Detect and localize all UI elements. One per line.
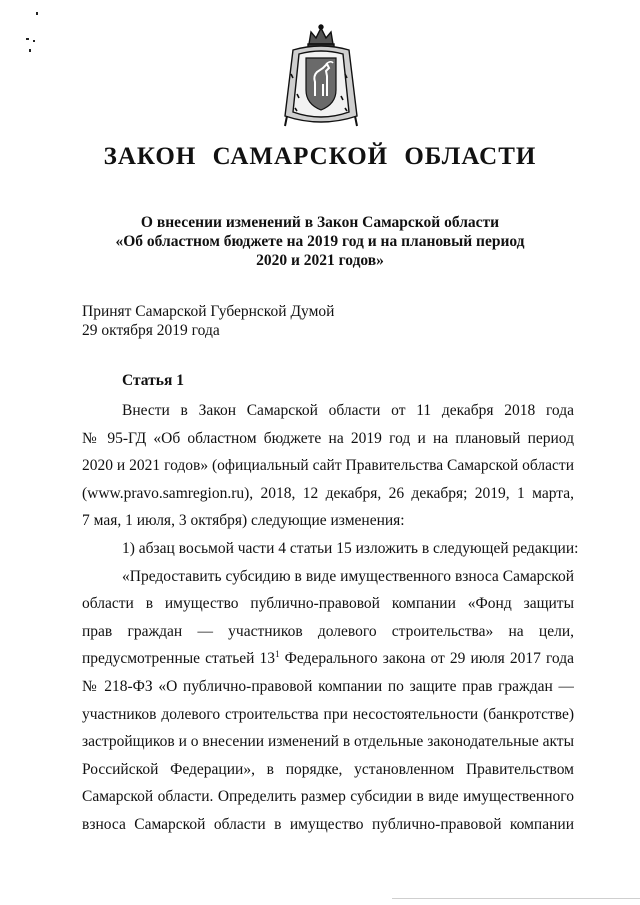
body-line: 7 мая, 1 июля, 3 октября) следующие изменения: xyxy=(82,512,405,530)
body-line: Внести в Закон Самарской области от 11 декабря 2018 года xyxy=(122,402,574,419)
body-line: «Предоставить субсидию в виде имущественного взноса Самарской xyxy=(122,567,574,585)
subtitle-line: «Об областном бюджете на 2019 год и на плановый период xyxy=(115,233,525,250)
body-line: (www.pravo.samregion.ru), 2018, 12 декабря, 26 декабря; 2019, 1 марта, xyxy=(82,484,574,502)
subtitle-line: 2020 и 2021 годов» xyxy=(256,252,384,269)
body-line: № 95-ГД «Об областном бюджете на 2019 год и на плановый период xyxy=(82,429,574,447)
adoption-note xyxy=(82,302,334,340)
adoption-date-line: 29 октября 2019 года xyxy=(82,322,220,339)
body-line xyxy=(82,645,574,673)
body-line: № 218-ФЗ «О публично-правовой компании по защите прав граждан — xyxy=(82,677,574,695)
body-line: 2020 и 2021 годов» (официальный сайт Правительства Самарской области xyxy=(82,457,574,475)
body-line: участников долевого строительства при несостоятельности (банкротстве) xyxy=(82,705,574,723)
body-line: Российской Федерации», в порядке, установленном Правительством xyxy=(82,760,574,778)
body-line: прав граждан — участников долевого строительства» на цели, xyxy=(82,622,574,640)
body-line: области в имущество публично-правовой компании «Фонд защиты xyxy=(82,595,574,613)
article-heading: Статья 1 xyxy=(122,372,184,389)
body-line: Самарской области. Определить размер субсидии в виде имущественного xyxy=(82,788,574,806)
body-line-part: Федерального закона от 29 июля 2017 года xyxy=(279,650,574,668)
body-line: 1) абзац восьмой части 4 статьи 15 изложить в следующей редакции: xyxy=(122,539,579,557)
adoption-body-line: Принят Самарской Губернской Думой xyxy=(82,303,335,320)
body-line: взноса Самарской области в имущество публично-правовой компании xyxy=(82,815,574,833)
samara-coat-of-arms-emblem xyxy=(279,24,363,130)
superscript-one: 1 xyxy=(275,649,280,660)
subtitle-line: О внесении изменений в Закон Самарской области xyxy=(140,214,500,231)
law-subtitle xyxy=(70,213,570,270)
article-body xyxy=(82,397,579,839)
body-line-part: предусмотренные статьей 13 xyxy=(82,650,276,668)
scan-edge-line xyxy=(392,898,640,899)
scan-specks xyxy=(14,8,44,68)
body-line: застройщиков и о внесении изменений в отдельные законодательные акты xyxy=(82,733,574,751)
law-title: ЗАКОН САМАРСКОЙ ОБЛАСТИ xyxy=(103,143,537,170)
